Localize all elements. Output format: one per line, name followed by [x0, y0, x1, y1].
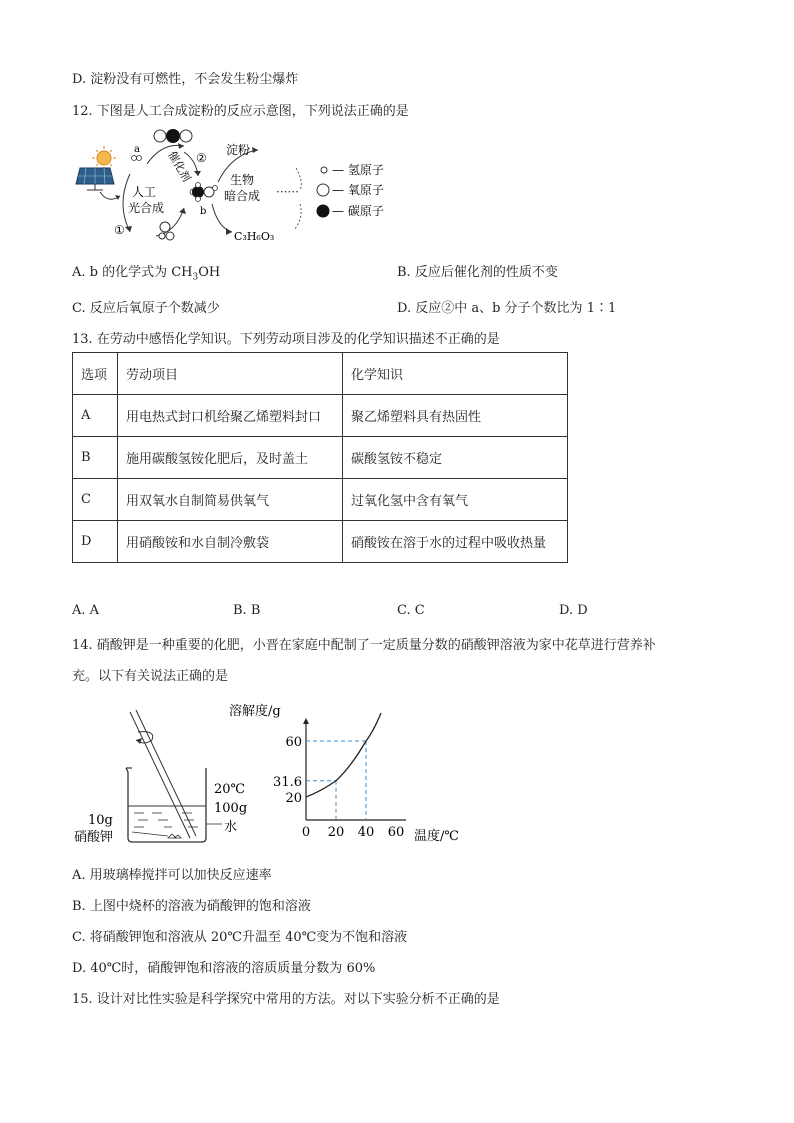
q13-stem: 13. 在劳动中感悟化学知识。下列劳动项目涉及的化学知识描述不正确的是	[72, 332, 500, 347]
svg-text:······: ······	[276, 185, 299, 199]
svg-text:a: a	[134, 144, 140, 155]
table-row	[73, 521, 568, 563]
table-cell: A	[73, 395, 118, 437]
q14-stem-line2: 充。以下有关说法正确的是	[72, 669, 229, 684]
q12-stem: 12. 下图是人工合成淀粉的反应示意图，下列说法正确的是	[72, 104, 409, 119]
x-tick-label: 20	[327, 825, 345, 840]
table-cell: 硝酸铵在溶于水的过程中吸收热量	[343, 521, 568, 563]
chart-ylabel: 溶解度/g	[229, 704, 281, 719]
y-tick-label: 20	[285, 791, 302, 806]
q13-option-d: D. D	[559, 603, 588, 618]
table-cell: 用双氧水自制简易供氧气	[118, 479, 343, 521]
q13-option-a: A. A	[72, 603, 100, 618]
x-tick-label: 60	[387, 825, 405, 840]
svg-text:①: ①	[114, 223, 125, 237]
svg-text:②: ②	[196, 151, 207, 165]
table-cell: 施用碳酸氢铵化肥后，及时盖土	[118, 437, 343, 479]
chart-xlabel: 温度/℃	[414, 829, 459, 844]
svg-text:人工: 人工	[132, 185, 157, 199]
q14-stem-line1: 14. 硝酸钾是一种重要的化肥，小晋在家庭中配制了一定质量分数的硝酸钾溶液为家中花草进行营养补	[72, 638, 656, 653]
table-row	[73, 437, 568, 479]
table-header: 化学知识	[343, 353, 568, 395]
q15-stem: 15. 设计对比性实验是科学探究中常用的方法。对以下实验分析不正确的是	[72, 992, 500, 1007]
table-row	[73, 395, 568, 437]
y-tick-label: 31.6	[273, 774, 302, 790]
svg-text:淀粉: 淀粉	[226, 143, 251, 157]
q11-option-d: D. 淀粉没有可燃性，不会发生粉尘爆炸	[72, 72, 299, 87]
table-header: 劳动项目	[118, 353, 343, 395]
solubility-curve	[306, 713, 381, 797]
table-cell: C	[73, 479, 118, 521]
table-header-row	[73, 353, 568, 395]
q14-option-d: D. 40℃时，硝酸钾饱和溶液的溶质质量分数为 60%	[72, 961, 376, 976]
table-cell: 碳酸氢铵不稳定	[343, 437, 568, 479]
svg-text:— 碳原子: — 碳原子	[332, 204, 384, 218]
atom-legend	[317, 163, 384, 218]
table-cell: B	[73, 437, 118, 479]
y-axis-arrow	[303, 718, 309, 724]
solar-panel-icon	[76, 168, 114, 190]
table-row	[73, 479, 568, 521]
q14-option-c: C. 将硝酸钾饱和溶液从 20℃升温至 40℃变为不饱和溶液	[72, 930, 408, 945]
svg-text:20℃: 20℃	[214, 782, 246, 797]
sun-icon	[92, 146, 116, 170]
table-cell: 用硝酸铵和水自制冷敷袋	[118, 521, 343, 563]
svg-text:水: 水	[224, 820, 238, 835]
svg-text:暗合成: 暗合成	[224, 189, 261, 203]
q14-beaker-diagram	[72, 700, 252, 850]
svg-text:10g: 10g	[88, 813, 113, 828]
svg-text:— 氢原子: — 氢原子	[332, 163, 384, 177]
x-tick-label: 40	[357, 825, 375, 840]
svg-text:100g: 100g	[214, 801, 248, 816]
table-cell: 过氧化氢中含有氧气	[343, 479, 568, 521]
svg-text:— 氧原子: — 氧原子	[332, 183, 384, 197]
q13-table	[72, 352, 568, 563]
q12-option-d: D. 反应②中 a、b 分子个数比为 1∶1	[397, 301, 617, 316]
q14-option-b: B. 上图中烧杯的溶液为硝酸钾的饱和溶液	[72, 899, 311, 914]
table-cell: D	[73, 521, 118, 563]
x-tick-label: 0	[301, 825, 311, 840]
y-tick-label: 60	[285, 735, 302, 750]
table-cell: 用电热式封口机给聚乙烯塑料封口	[118, 395, 343, 437]
svg-text:硝酸钾: 硝酸钾	[74, 830, 114, 845]
q12-option-a: A. b 的化学式为 $CH_3OH$	[72, 265, 221, 283]
svg-text:生物: 生物	[230, 173, 255, 187]
solubility-chart	[226, 698, 476, 848]
q12-option-c: C. 反应后氧原子个数减少	[72, 301, 220, 316]
q12-reaction-diagram	[72, 124, 402, 249]
svg-text:b: b	[200, 206, 207, 217]
svg-text:光合成: 光合成	[128, 201, 165, 215]
svg-text:催化剂: 催化剂	[165, 149, 194, 185]
q12-option-b: B. 反应后催化剂的性质不变	[397, 265, 558, 280]
q13-option-c: C. C	[397, 603, 425, 618]
svg-text:C₃H₆O₃: C₃H₆O₃	[234, 230, 275, 243]
q14-option-a: A. 用玻璃棒搅拌可以加快反应速率	[72, 868, 272, 883]
table-cell: 聚乙烯塑料具有热固性	[343, 395, 568, 437]
q13-option-b: B. B	[233, 603, 261, 618]
table-header: 选项	[73, 353, 118, 395]
